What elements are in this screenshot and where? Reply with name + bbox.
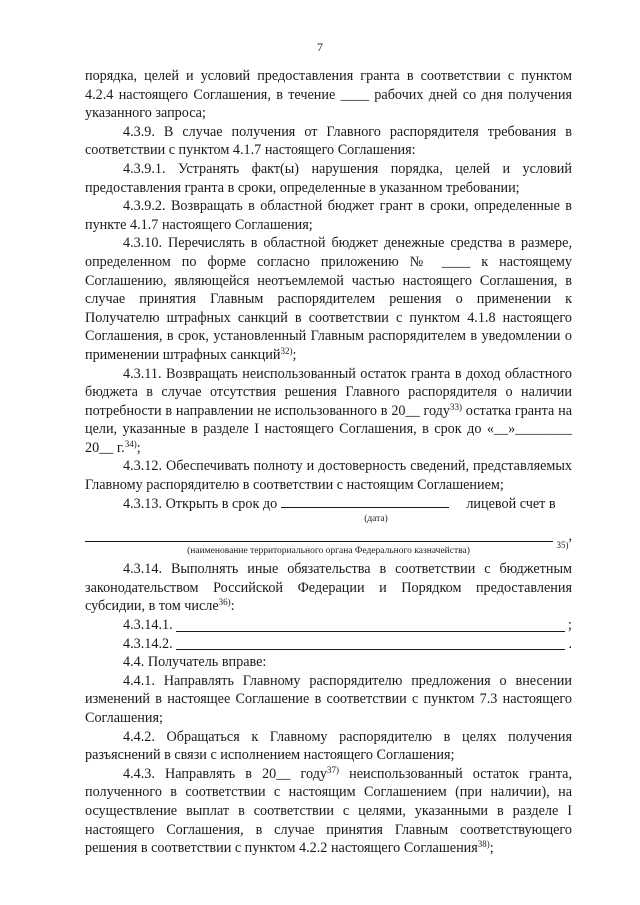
- paragraph-4-4-2: 4.4.2. Обращаться к Главному распорядителю в целях получения разъяснений в связи с исполнением настоящего Соглашения;: [85, 728, 572, 764]
- footnote-ref-32: 32): [280, 345, 293, 356]
- punct-semicolon: ;: [136, 439, 141, 456]
- paragraph-4-3-11-text: 4.3.11. Возвращать неиспользованный остаток гранта в доход областного бюджета в случае отсутствия решения Главного распорядителя о наличии потребности в направлении не использованного в 20__ году: [85, 365, 572, 419]
- punct-comma: ,: [568, 527, 572, 544]
- item-4-3-14-2-label: 4.3.14.2.: [123, 635, 173, 652]
- item-4-3-14-1: [85, 616, 572, 635]
- punct-period: .: [568, 635, 572, 652]
- footnote-ref-33: 33): [449, 401, 462, 412]
- paragraph-4-3-9: 4.3.9. В случае получения от Главного распорядителя требования в соответствии с пунктом 4.1.7 настоящего Соглашения:: [85, 123, 572, 159]
- footnote-ref-38: 38): [477, 839, 490, 850]
- page-number: 7: [317, 40, 323, 54]
- paragraph-4-4-3-text: 4.4.3. Направлять в 20__ году: [123, 765, 328, 782]
- punct-colon: :: [230, 598, 235, 615]
- footnote-ref-37: 37): [327, 764, 340, 775]
- punct-semicolon: ;: [292, 346, 297, 363]
- paragraph-4-3-12: 4.3.12. Обеспечивать полноту и достоверность сведений, представляемых Главному распорядителю в соответствии с настоящим Соглашением;: [85, 458, 572, 494]
- paragraph-continuation: порядка, целей и условий предоставления гранта в соответствии с пунктом 4.2.4 настоящего Соглашения, в течение ____ рабочих дней со дня получения указанного запроса;: [85, 68, 572, 122]
- paragraph-4-3-14: [85, 560, 572, 616]
- footnote-ref-34: 34): [124, 438, 137, 449]
- paragraph-4-3-10-text: 4.3.10. Перечислять в областной бюджет денежные средства в размере, определенном по форме согласно приложению № ____ к настоящему Соглашению, являющейся неотъемлемой частью настоящего Соглашения, в случае принятия Главным распорядителем решения о применении к Получателю штрафных санкций в соответствии с пунктом 4.1.8 настоящего Соглашения, в срок, установленный Главным распорядителем в уведомлении о применении штрафных санкций: [85, 235, 572, 363]
- paragraph-4-4-3: [85, 765, 572, 858]
- treasury-label: (наименование территориального органа Федерального казначейства): [187, 546, 470, 557]
- footnote-ref-36: 36): [218, 597, 231, 608]
- paragraph-4-3-13-tail: лицевой счет в: [466, 495, 556, 512]
- paragraph-4-3-11: [85, 365, 572, 458]
- item-4-3-14-1-blank: [176, 618, 565, 632]
- paragraph-4-4: 4.4. Получатель вправе:: [123, 654, 267, 671]
- punct-semicolon: ;: [568, 617, 572, 634]
- paragraph-4-3-9-2: 4.3.9.2. Возвращать в областной бюджет грант в сроки, определенные в пункте 4.1.7 настоящего Соглашения;: [85, 198, 572, 233]
- document-body: [85, 67, 572, 858]
- treasury-row: 35) ,: [85, 525, 572, 545]
- paragraph-4-3-11-cont: остатка гранта на цели, указанные в разделе I настоящего Соглашения, в срок до «__»________ 20__ г.: [85, 402, 572, 456]
- item-4-3-14-2-blank: [176, 636, 566, 650]
- paragraph-4-3-10: [85, 234, 572, 364]
- paragraph-4-3-13: [85, 495, 572, 514]
- item-4-3-14-2: [85, 635, 572, 654]
- paragraph-4-4-1: 4.4.1. Направлять Главному распорядителю предложения о внесении изменений в настоящее Соглашение в соответствии с пунктом 7.3 настоящего Соглашения;: [85, 672, 572, 726]
- date-label: (дата): [364, 514, 388, 525]
- paragraph-4-3-9-1: 4.3.9.1. Устранять факт(ы) нарушения порядка, целей и условий предоставления гранта в сроки, определенные в указанном требовании;: [85, 160, 572, 196]
- paragraph-4-4-3-cont: неиспользованный остаток гранта, полученного в соответствии с настоящим Соглашением (при наличии), на осуществление выплат в соответствии с целями, указанными в разделе I настоящего Соглашения, в случае принятия Главным соответствующего решения в соответствии с пунктом 4.2.2 настоящего Соглашения: [85, 765, 572, 857]
- paragraph-4-3-13-text: 4.3.13. Открыть в срок до: [123, 495, 278, 512]
- paragraph-4-3-14-text: 4.3.14. Выполнять иные обязательства в соответствии с бюджетным законодательством Российской Федерации и Порядком предоставления субсидии, в том числе: [85, 561, 572, 615]
- treasury-blank: [85, 528, 553, 542]
- item-4-3-14-1-label: 4.3.14.1.: [123, 617, 173, 634]
- punct-semicolon: ;: [489, 840, 494, 857]
- date-blank: [281, 495, 449, 508]
